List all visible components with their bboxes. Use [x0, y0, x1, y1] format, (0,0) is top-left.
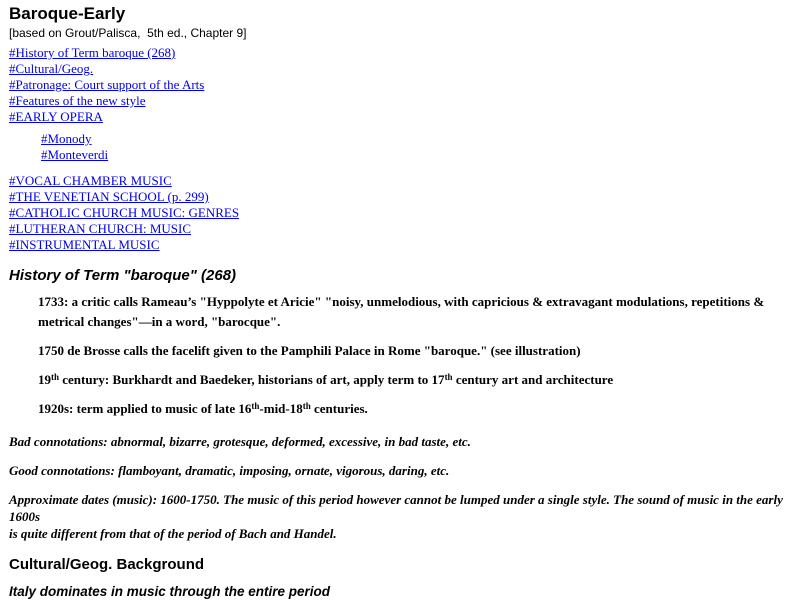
toc-link-features-new-style[interactable]: #Features of the new style [9, 93, 146, 108]
paragraph-1750: 1750 de Brosse calls the facelift given to the Pamphili Palace in Rome "baroque." (see illustration) [38, 343, 581, 358]
toc-group-main [9, 173, 791, 253]
toc-item [9, 77, 791, 93]
toc-link-monody[interactable]: #Monody [41, 131, 92, 146]
text-segment: 19 [38, 372, 51, 387]
toc-item [9, 93, 791, 109]
toc-item [9, 205, 791, 221]
toc-link-monteverdi[interactable]: #Monteverdi [41, 147, 109, 162]
paragraph-1733-line1: 1733: a critic calls Rameau’s "Hyppolyte et Aricie" "noisy, unmelodious, with capricious & extravagant modulations, repetitions & [38, 294, 765, 309]
toc-link-early-opera[interactable]: #EARLY OPERA [9, 109, 103, 124]
toc-item [41, 131, 791, 147]
paragraph-good-connotations: Good connotations: flamboyant, dramatic, imposing, ornate, vigorous, daring, etc. [9, 463, 450, 478]
paragraph-1920s [38, 399, 791, 419]
toc-link-cultural-geog[interactable]: #Cultural/Geog. [9, 61, 94, 76]
paragraph-19th-century [38, 370, 791, 390]
paragraph-italy-dominates: Italy dominates in music through the entire period [9, 584, 331, 599]
toc-item [9, 189, 791, 205]
paragraph-1733 [38, 292, 791, 332]
superscript-th: th [51, 372, 60, 382]
table-of-contents [9, 45, 791, 253]
toc-item [9, 173, 791, 189]
section-heading-cultural-geog: Cultural/Geog. Background [9, 556, 205, 573]
toc-link-lutheran-church-music[interactable]: #LUTHERAN CHURCH: MUSIC [9, 221, 192, 236]
text-segment: century: Burkhardt and Baedeker, historians of art, apply term to 17 [59, 372, 445, 387]
text-segment: 1920s: term applied to music of late 16 [38, 401, 252, 416]
toc-link-venetian-school[interactable]: #THE VENETIAN SCHOOL (p. 299) [9, 189, 209, 204]
toc-item [9, 109, 791, 125]
toc-link-vocal-chamber-music[interactable]: #VOCAL CHAMBER MUSIC [9, 173, 172, 188]
toc-subgroup-opera [41, 131, 791, 163]
page-title: Baroque-Early [9, 4, 126, 23]
approx-dates-line2: is quite different from that of the period of Bach and Handel. [9, 526, 337, 541]
text-segment: -mid-18 [259, 401, 303, 416]
toc-link-catholic-church-music[interactable]: #CATHOLIC CHURCH MUSIC: GENRES [9, 205, 240, 220]
toc-link-patronage[interactable]: #Patronage: Court support of the Arts [9, 77, 205, 92]
superscript-th: th [302, 401, 311, 411]
toc-item [41, 147, 791, 163]
section-heading-history-of-term: History of Term "baroque" (268) [9, 267, 237, 284]
text-segment: centuries. [310, 401, 368, 416]
paragraph-1733-line2: metrical changes"—in a word, "barocque". [38, 314, 281, 329]
paragraph-approximate-dates [9, 491, 791, 542]
toc-item [9, 237, 791, 253]
text-segment: century art and architecture [452, 372, 614, 387]
approx-dates-line1: Approximate dates (music): 1600-1750. The music of this period however cannot be lumped under a single style. The sound of music in the early 1600s [9, 492, 783, 524]
page-subtitle: [based on Grout/Palisca, 5th ed., Chapter 9] [9, 26, 247, 40]
toc-item [9, 221, 791, 237]
toc-link-history-of-term[interactable]: #History of Term baroque (268) [9, 45, 176, 60]
toc-item [9, 61, 791, 77]
toc-item [9, 45, 791, 61]
toc-link-instrumental-music[interactable]: #INSTRUMENTAL MUSIC [9, 237, 160, 252]
superscript-th: th [251, 401, 260, 411]
paragraph-bad-connotations: Bad connotations: abnormal, bizarre, grotesque, deformed, excessive, in bad taste, etc. [9, 434, 471, 449]
superscript-th: th [444, 372, 453, 382]
